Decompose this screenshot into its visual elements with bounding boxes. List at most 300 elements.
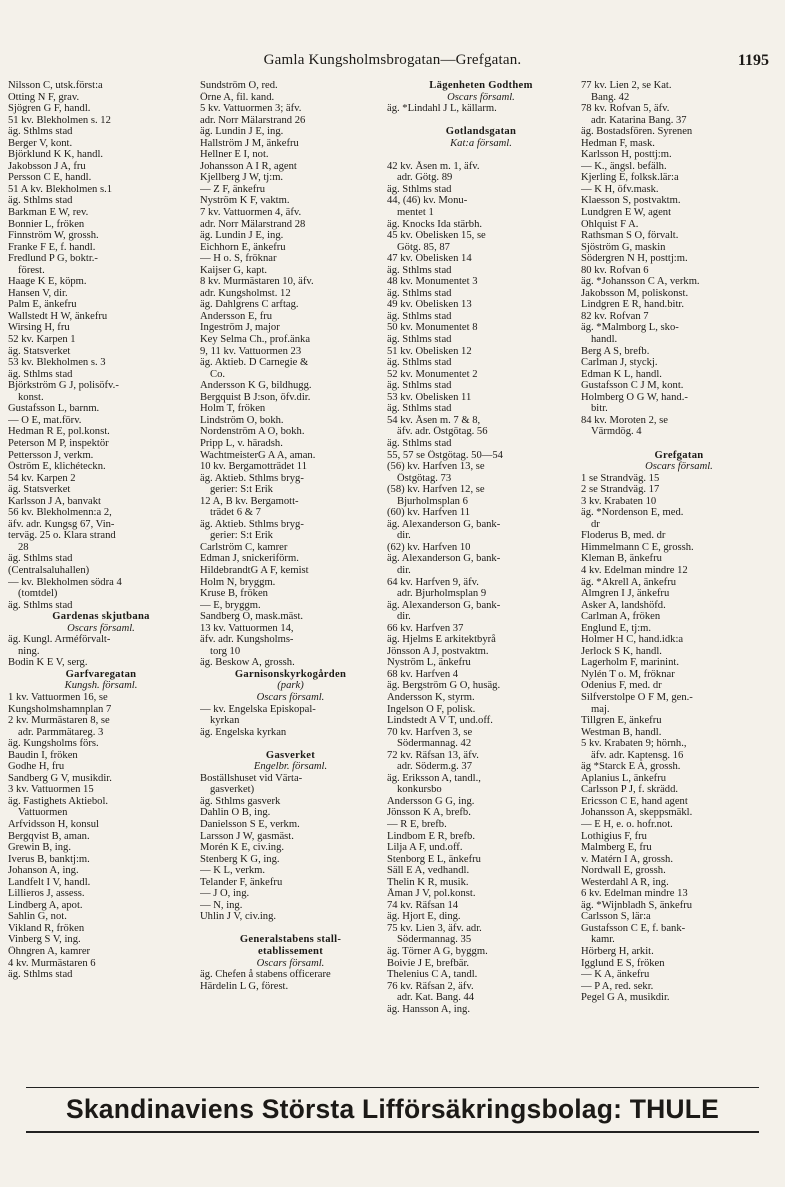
entry-line: Ohlquist F A.: [581, 218, 639, 230]
page-number: 1195: [737, 52, 769, 69]
entry-line: — K A, änkefru: [581, 969, 650, 981]
directory-columns: [8, 80, 778, 1080]
entry-line: Öström E, klichéteckn.: [8, 461, 106, 473]
entry-line: äfv. adr. Kaptensg. 16: [591, 749, 684, 761]
entry-line: Karlsson H, posttj:m.: [581, 149, 672, 161]
entry-line: — R E, brefb.: [387, 819, 447, 830]
entry-line: äg. Hjelms E arkitektbyrå: [387, 634, 496, 646]
entry-line: Bergquist B J:son, öfv.dir.: [200, 391, 311, 403]
entry-line: handl.: [591, 334, 618, 346]
entry-line: Holm T, fröken: [200, 403, 266, 415]
entry-line: 7 kv. Vattuormen 4, äfv.: [200, 207, 302, 219]
entry-line: Westman B, handl.: [581, 726, 662, 738]
entry-line: Johanson A, ing.: [8, 865, 79, 877]
entry-line: Igglund E S, fröken: [581, 957, 665, 969]
entry-line: Gustafsson C J M, kont.: [581, 380, 684, 392]
entry-line: Lillieros J, assess.: [8, 888, 85, 900]
entry-line: Lundgren E W, agent: [581, 207, 672, 219]
entry-line: Bang. 42: [591, 91, 630, 103]
entry-line: (62) kv. Harfven 10: [387, 541, 471, 553]
entry-line: äg. Kungsholms förs.: [8, 738, 99, 750]
entry-line: Lothigius F, fru: [581, 830, 647, 842]
entry-line: äg. Eriksson A, tandl.,: [387, 772, 481, 784]
entry-line: konst.: [18, 391, 44, 403]
page-header: [10, 52, 775, 74]
entry-line: Kungsholmshamnplan 7: [8, 703, 112, 715]
entry-line: Malmberg E, fru: [581, 842, 652, 854]
entry-line: (56) kv. Harfven 13, se: [387, 461, 485, 473]
entry-line: Otting N F, grav.: [8, 91, 80, 103]
entry-line: Edman K L, handl.: [581, 368, 662, 380]
entry-line: maj.: [591, 703, 610, 715]
entry-line: Ericsson C E, hand agent: [581, 795, 688, 807]
entry-line: Sjöström G, maskin: [581, 241, 666, 253]
entry-line: 54 kv. Åsen m. 7 & 8,: [387, 414, 481, 426]
entry-line: äg. *Akrell A, änkefru: [581, 576, 677, 588]
entry-line: Berg A S, brefb.: [581, 345, 650, 357]
section-heading: Gardenas skjutbana: [52, 611, 150, 623]
entry-line: Key Selma Ch., prof.änka: [200, 334, 311, 346]
entry-line: Arfvidsson H, konsul: [8, 819, 99, 830]
entry-line: Ingelson O F, polisk.: [387, 703, 476, 715]
entry-line: dr: [591, 518, 600, 530]
entry-line: äfv. adr. Kungsg 67, Vin-: [8, 518, 115, 530]
entry-line: äg. *Nordenson E, med.: [581, 507, 684, 519]
entry-line: Härdelin L G, förest.: [200, 980, 289, 992]
entry-line: (58) kv. Harfven 12, se: [387, 484, 485, 496]
entry-line: äg. Sthlms stad: [8, 126, 73, 138]
entry-line: äg. Bostadsfören. Syrenen: [581, 126, 693, 138]
entry-line: äg. Sthlms stad: [387, 287, 452, 299]
entry-line: 68 kv. Harfven 4: [387, 668, 459, 680]
entry-line: äg. Sthlms stad: [8, 969, 73, 981]
entry-line: kamr.: [591, 934, 615, 946]
entry-line: gerier: S:t Erik: [210, 484, 273, 496]
section-heading: Garfvaregatan: [65, 668, 137, 680]
entry-line: Asker A, landshöfd.: [581, 599, 666, 611]
entry-line: äg. *Johansson C A, verkm.: [581, 276, 700, 288]
section-heading: Gotlandsgatan: [445, 126, 517, 138]
entry-line: Morén K E, civ.ing.: [200, 842, 285, 854]
entry-line: Hedman R E, pol.konst.: [8, 426, 110, 438]
entry-line: — E, bryggm.: [200, 599, 261, 611]
entry-line: 13 kv. Vattuormen 14,: [200, 622, 294, 634]
entry-line: Boställshuset vid Värta-: [200, 772, 303, 784]
entry-line: Holmer H C, hand.idk:a: [581, 634, 684, 646]
entry-line: 78 kv. Rofvan 5, äfv.: [581, 103, 670, 115]
entry-line: adr. Kungsholmst. 12: [200, 287, 291, 299]
entry-line: — J O, ing.: [200, 888, 250, 900]
entry-line: Aplanius L, änkefru: [581, 772, 667, 784]
entry-line: 3 kv. Vattuormen 15: [8, 784, 94, 796]
entry-line: Palm E, änkefru: [8, 299, 77, 311]
section-heading: etablissement: [257, 946, 324, 958]
entry-line: Sahlin G, not.: [8, 911, 67, 923]
entry-line: äg. Sthlms stad: [8, 599, 73, 611]
entry-line: äg. Knocks Ida stärbh.: [387, 218, 483, 230]
section-heading: Lägenheten Godthem: [429, 80, 533, 91]
entry-line: äg. Hansson A, ing.: [387, 1003, 470, 1015]
entry-line: — P A, red. sekr.: [581, 980, 654, 992]
entry-line: 51 kv. Obelisken 12: [387, 345, 472, 357]
entry-line: Berger V, kont.: [8, 137, 73, 149]
entry-line: Götg. 85, 87: [397, 241, 450, 253]
entry-line: Kaijser G, kapt.: [200, 264, 268, 276]
entry-line: Floderus B, med. dr: [581, 530, 666, 542]
entry-line: gerier: S:t Erik: [210, 530, 273, 542]
entry-line: Andersson K, styrm.: [387, 691, 475, 703]
entry-line: Öhngren A, kamrer: [8, 946, 91, 958]
entry-line: Telander F, änkefru: [200, 876, 283, 888]
entry-line: 64 kv. Harfven 9, äfv.: [387, 576, 479, 588]
entry-line: Björklund K K, handl.: [8, 149, 104, 161]
entry-line: Sjögren G F, handl.: [8, 103, 91, 115]
entry-line: äg. Lundin J E, ing.: [200, 126, 284, 138]
entry-line: Tillgren E, änkefru: [581, 715, 662, 727]
entry-line: 5 kv. Vattuormen 3; äfv.: [200, 103, 302, 115]
section-parish: Kungsh. församl.: [64, 680, 138, 692]
entry-line: Nylén T o. M, fröknar: [581, 668, 675, 680]
entry-line: äg. Sthlms stad: [387, 403, 452, 415]
entry-line: Pettersson J, verkm.: [8, 449, 94, 461]
entry-line: äg. Sthlms stad: [387, 310, 452, 322]
entry-line: Lilja A F, und.off.: [387, 842, 463, 854]
entry-line: Carlsson S, lär:a: [581, 911, 651, 923]
entry-line: 5 kv. Krabaten 9; hörnh.,: [581, 738, 687, 750]
entry-line: Grewin B, ing.: [8, 842, 71, 854]
entry-line: 48 kv. Monumentet 3: [387, 276, 478, 288]
entry-line: 4 kv. Edelman mindre 12: [581, 564, 688, 576]
entry-line: äfv. adr. Östgötag. 56: [397, 426, 488, 438]
entry-line: Rathsman S O, förvalt.: [581, 230, 679, 242]
entry-line: Englund E, tj:m.: [581, 622, 652, 634]
entry-line: Odenius F, med. dr: [581, 680, 662, 692]
entry-line: Sundström O, red.: [200, 80, 278, 91]
entry-line: äg. Sthlms stad: [8, 553, 73, 565]
entry-line: 3 kv. Krabaten 10: [581, 495, 657, 507]
entry-line: — H o. S, fröknar: [200, 253, 277, 265]
entry-line: 12 A, B kv. Bergamott-: [200, 495, 299, 507]
entry-line: Danielsson S E, verkm.: [200, 819, 300, 830]
entry-line: äg *Starck E A, grossh.: [581, 761, 681, 773]
entry-line: Gustafsson C E, f. bank-: [581, 922, 686, 934]
entry-line: Johansson A, skeppsmäkl.: [581, 807, 693, 819]
entry-line: Nordwall E, grossh.: [581, 865, 666, 877]
entry-line: Hellner E I, not.: [200, 149, 269, 161]
entry-line: 56 kv. Blekholmenn:a 2,: [8, 507, 112, 519]
entry-line: äg. Kungl. Arméförvalt-: [8, 634, 111, 646]
entry-line: Värmdög. 4: [591, 426, 642, 438]
entry-line: Lindgren E R, hand.bitr.: [581, 299, 684, 311]
entry-line: Thelin K R, musik.: [387, 876, 469, 888]
entry-line: 76 kv. Räfsan 2, äfv.: [387, 980, 474, 992]
directory-column-3: [387, 80, 575, 1080]
entry-line: Himmelmann C E, grossh.: [581, 541, 694, 553]
entry-line: Persson C E, handl.: [8, 172, 92, 184]
entry-line: Westerdahl A R, ing.: [581, 876, 669, 888]
entry-line: äg. Engelska kyrkan: [200, 726, 287, 738]
entry-line: adr. Parmmätareg. 3: [18, 726, 104, 738]
entry-line: Thelenius C A, tandl.: [387, 969, 478, 981]
entry-line: Fredlund P G, boktr.-: [8, 253, 98, 265]
entry-line: adr. Götg. 89: [397, 172, 453, 184]
entry-line: Edman J, snickeriförm.: [200, 553, 299, 565]
entry-line: 74 kv. Räfsan 14: [387, 899, 459, 911]
entry-line: 72 kv. Räfsan 13, äfv.: [387, 749, 479, 761]
entry-line: Landfelt I V, handl.: [8, 876, 91, 888]
entry-line: 50 kv. Monumentet 8: [387, 322, 478, 334]
entry-line: Johansson A I R, agent: [200, 160, 297, 172]
banner-top-rule: [26, 1087, 759, 1088]
entry-line: — O E, mat.förv.: [8, 414, 82, 426]
entry-line: Wallstedt H W, änkefru: [8, 310, 108, 322]
entry-line: Stenborg E L, änkefru: [387, 853, 481, 865]
entry-line: äg. Alexanderson G, bank-: [387, 553, 501, 565]
entry-line: Örne A, fil. kand.: [200, 91, 275, 103]
entry-line: äg. Sthlms stad: [387, 334, 452, 346]
entry-line: äg. Lundin J E, ing.: [200, 230, 284, 242]
entry-line: 66 kv. Harfven 37: [387, 622, 464, 634]
entry-line: Hörberg H, arkit.: [581, 946, 654, 958]
entry-line: äg. Sthlms stad: [8, 195, 73, 207]
entry-line: 52 kv. Karpen 1: [8, 334, 76, 346]
entry-line: Vikland R, fröken: [8, 922, 85, 934]
entry-line: 53 kv. Blekholmen s. 3: [8, 357, 106, 369]
entry-line: [200, 738, 381, 750]
entry-line: 1 se Strandväg. 15: [581, 472, 660, 484]
entry-line: Södergren N H, posttj:m.: [581, 253, 688, 265]
entry-line: äg. Alexanderson G, bank-: [387, 599, 501, 611]
entry-line: Gustafsson L, barnm.: [8, 403, 100, 415]
entry-line: adr. Katarina Bang. 37: [591, 114, 687, 126]
section-parish: Kat:a församl.: [450, 137, 512, 149]
entry-line: Holm N, bryggm.: [200, 576, 276, 588]
entry-line: Pripp L, v. häradsh.: [200, 437, 283, 449]
directory-column-4: [581, 80, 777, 1080]
entry-line: Björkström G J, polisöfv.-: [8, 380, 119, 392]
entry-line: 51 kv. Blekholmen s. 12: [8, 114, 111, 126]
entry-line: äg. Beskow A, grossh.: [200, 657, 295, 669]
entry-line: äg. Sthlms stad: [387, 437, 452, 449]
entry-line: — K L, verkm.: [200, 865, 266, 877]
section-parish: Oscars församl.: [67, 622, 135, 634]
entry-line: 9, 11 kv. Vattuormen 23: [200, 345, 302, 357]
entry-line: Kjellberg J W, tj:m.: [200, 172, 284, 184]
entry-line: Bergqvist B, aman.: [8, 830, 90, 842]
entry-line: Pegel G A, musikdir.: [581, 992, 670, 1004]
entry-line: äg. Aktieb. D Carnegie &: [200, 357, 309, 369]
entry-line: Lindbom E R, brefb.: [387, 830, 475, 842]
entry-line: Stenberg K G, ing.: [200, 853, 280, 865]
entry-line: Lindstedt A V T, und.off.: [387, 715, 493, 727]
entry-line: äg. Sthlms stad: [387, 380, 452, 392]
entry-line: Franke F E, f. handl.: [8, 241, 96, 253]
entry-line: WachtmeisterG A A, aman.: [200, 449, 316, 461]
entry-line: 45 kv. Obelisken 15, se: [387, 230, 486, 242]
entry-line: 53 kv. Obelisken 11: [387, 391, 472, 403]
entry-line: förest.: [18, 264, 45, 276]
directory-column-1: [8, 80, 194, 1080]
entry-line: äg. *Malmborg L, sko-: [581, 322, 679, 334]
entry-line: äg. *Lindahl J L, källarm.: [387, 103, 497, 115]
entry-line: äg. Dahlgrens C arftag.: [200, 299, 299, 311]
entry-line: äg. Alexanderson G, bank-: [387, 518, 501, 530]
entry-line: Lagerholm F, marinint.: [581, 657, 680, 669]
entry-line: Jerlock S K, handl.: [581, 645, 662, 657]
entry-line: Ingeström J, major: [200, 322, 280, 334]
entry-line: 44, (46) kv. Monu-: [387, 195, 468, 207]
entry-line: Sandberg O, mask.mäst.: [200, 611, 304, 623]
section-parish: Engelbr. församl.: [253, 761, 328, 773]
entry-line: Bonnier L, fröken: [8, 218, 85, 230]
entry-line: adr. Norr Mälarstrand 28: [200, 218, 306, 230]
entry-line: Vattuormen: [18, 807, 68, 819]
section-heading: Gasverket: [265, 749, 316, 761]
entry-line: Jönsson K A, brefb.: [387, 807, 471, 819]
entry-line: Finnström W, grossh.: [8, 230, 99, 242]
banner-bottom-rule: [26, 1131, 759, 1133]
entry-line: kyrkan: [210, 715, 240, 727]
entry-line: dir.: [397, 611, 411, 623]
entry-line: Andersson K G, bildhugg.: [200, 380, 312, 392]
entry-line: ning.: [18, 645, 40, 657]
entry-line: 2 kv. Murmästaren 8, se: [8, 715, 110, 727]
entry-line: Carlström C, kamrer: [200, 541, 288, 553]
entry-line: Bodin K E V, serg.: [8, 657, 88, 669]
entry-line: adr. Norr Mälarstrand 26: [200, 114, 306, 126]
entry-line: 4 kv. Murmästaren 6: [8, 957, 96, 969]
entry-line: Carlsson P J, f. skrädd.: [581, 784, 679, 796]
entry-line: — Z F, änkefru: [200, 183, 266, 195]
section-parish: Oscars församl.: [256, 691, 325, 703]
section-parish: (park): [277, 680, 304, 692]
entry-line: torg 10: [210, 645, 241, 657]
entry-line: dir.: [397, 530, 411, 542]
entry-line: Dahlin O B, ing.: [200, 807, 271, 819]
advertisement-banner: Skandinaviens Största Lifförsäkringsbolag: THULE: [65, 1094, 720, 1124]
entry-line: Östgötag. 73: [397, 472, 452, 484]
entry-line: [200, 923, 381, 935]
page-title: Gamla Kungsholmsbrogatan—Grefgatan.: [263, 52, 522, 68]
entry-line: Nilsson C, utsk.först:a: [8, 80, 103, 91]
entry-line: 75 kv. Lien 3, äfv. adr.: [387, 922, 482, 934]
entry-line: Co.: [210, 368, 226, 380]
entry-line: Jakobsson J A, fru: [8, 160, 86, 172]
entry-line: Holmberg O G W, hand.-: [581, 391, 688, 403]
entry-line: v. Matérn I A, grossh.: [581, 853, 673, 865]
entry-line: Kjerling E, folksk.lär:a: [581, 172, 679, 184]
entry-line: 51 A kv. Blekholmen s.1: [8, 183, 113, 195]
entry-line: 82 kv. Rofvan 7: [581, 310, 649, 322]
entry-line: äg. Aktieb. Sthlms bryg-: [200, 518, 304, 530]
entry-line: adr. Bjurholmsplan 9: [397, 588, 487, 600]
entry-line: äg. Sthlms stad: [387, 183, 452, 195]
entry-line: — N, ing.: [200, 899, 243, 911]
entry-line: 70 kv. Harfven 3, se: [387, 726, 473, 738]
entry-line: Jönsson A J, postvaktm.: [387, 645, 489, 657]
entry-line: äg. *Wijnbladh S, änkefru: [581, 899, 693, 911]
entry-line: Boivie J E, brefbär.: [387, 957, 470, 969]
entry-line: [387, 115, 575, 127]
section-parish: Oscars församl.: [447, 91, 515, 103]
entry-line: 42 kv. Åsen m. 1, äfv.: [387, 160, 480, 172]
entry-line: Säll E A, vedhandl.: [387, 865, 470, 877]
entry-line: äg. Statsverket: [8, 345, 71, 357]
entry-line: 10 kv. Bergamotträdet 11: [200, 461, 307, 473]
entry-line: Jakobsson M, poliskonst.: [581, 287, 689, 299]
entry-line: HildebrandtG A F, kemist: [200, 564, 309, 576]
entry-line: Södermannag. 42: [397, 738, 472, 750]
entry-line: Lindström O, bokh.: [200, 414, 284, 426]
entry-line: äg. Fastighets Aktiebol.: [8, 795, 109, 807]
entry-line: Nordenström A O, bokh.: [200, 426, 305, 438]
entry-line: Södermannag. 35: [397, 934, 472, 946]
entry-line: Klaesson S, postvaktm.: [581, 195, 681, 207]
entry-line: Carlman A, fröken: [581, 611, 661, 623]
entry-line: 2 se Strandväg. 17: [581, 484, 660, 496]
entry-line: [387, 149, 575, 161]
section-parish: Oscars församl.: [645, 461, 713, 473]
section-heading: Grefgatan: [654, 449, 704, 461]
entry-line: — K H, öfv.mask.: [581, 183, 659, 195]
entry-line: 49 kv. Obelisken 13: [387, 299, 472, 311]
entry-line: Haage K E, köpm.: [8, 276, 87, 288]
entry-line: — kv. Engelska Episkopal-: [200, 703, 316, 715]
entry-line: Vinberg S V, ing.: [8, 934, 81, 946]
entry-line: Sandberg G V, musikdir.: [8, 772, 112, 784]
entry-line: terväg. 25 o. Klara strand: [8, 530, 116, 542]
entry-line: adr. Söderm.g. 37: [397, 761, 473, 773]
entry-line: Carlman J, styckj.: [581, 357, 658, 369]
entry-line: Baudin I, fröken: [8, 749, 78, 761]
entry-line: 80 kv. Rofvan 6: [581, 264, 649, 276]
entry-line: gasverket): [210, 784, 255, 796]
entry-line: 54 kv. Karpen 2: [8, 472, 76, 484]
entry-line: 84 kv. Moroten 2, se: [581, 414, 668, 426]
entry-line: — kv. Blekholmen södra 4: [8, 576, 122, 588]
entry-line: Larsson J W, gasmäst.: [200, 830, 294, 842]
entry-line: Nyström L, änkefru: [387, 657, 471, 669]
entry-line: äg. Chefen å stabens officerare: [200, 969, 331, 981]
entry-line: [581, 438, 777, 450]
entry-line: 1 kv. Vattuormen 16, se: [8, 691, 108, 703]
entry-line: Hedman F, mask.: [581, 137, 655, 149]
entry-line: 8 kv. Murmästaren 10, äfv.: [200, 276, 314, 288]
entry-line: — K., ängsl. befälh.: [581, 160, 667, 172]
entry-line: Karlsson J A, banvakt: [8, 495, 101, 507]
entry-line: Hallström J M, änkefru: [200, 137, 299, 149]
entry-line: 6 kv. Edelman mindre 13: [581, 888, 688, 900]
entry-line: Nyström K F, vaktm.: [200, 195, 290, 207]
entry-line: Godhe H, fru: [8, 761, 65, 773]
entry-line: (Centralsaluhallen): [8, 564, 90, 576]
entry-line: mentet 1: [397, 207, 434, 219]
entry-line: Lindberg A, apot.: [8, 899, 83, 911]
entry-line: — E H, e. o. hofr.not.: [581, 819, 673, 830]
entry-line: Kleman B, änkefru: [581, 553, 662, 565]
entry-line: 52 kv. Monumentet 2: [387, 368, 478, 380]
entry-line: 47 kv. Obelisken 14: [387, 253, 472, 265]
entry-line: Wirsing H, fru: [8, 322, 70, 334]
entry-line: äg. Sthlms stad: [8, 368, 73, 380]
entry-line: äg. Sthlms stad: [387, 357, 452, 369]
entry-line: äg. Törner A G, byggm.: [387, 946, 488, 958]
entry-line: Hansen V, dir.: [8, 287, 68, 299]
entry-line: Eichhorn E, änkefru: [200, 241, 286, 253]
entry-line: äg. Bergström G O, husäg.: [387, 680, 501, 692]
entry-line: äfv. adr. Kungsholms-: [200, 634, 294, 646]
entry-line: Andersson G G, ing.: [387, 795, 475, 807]
